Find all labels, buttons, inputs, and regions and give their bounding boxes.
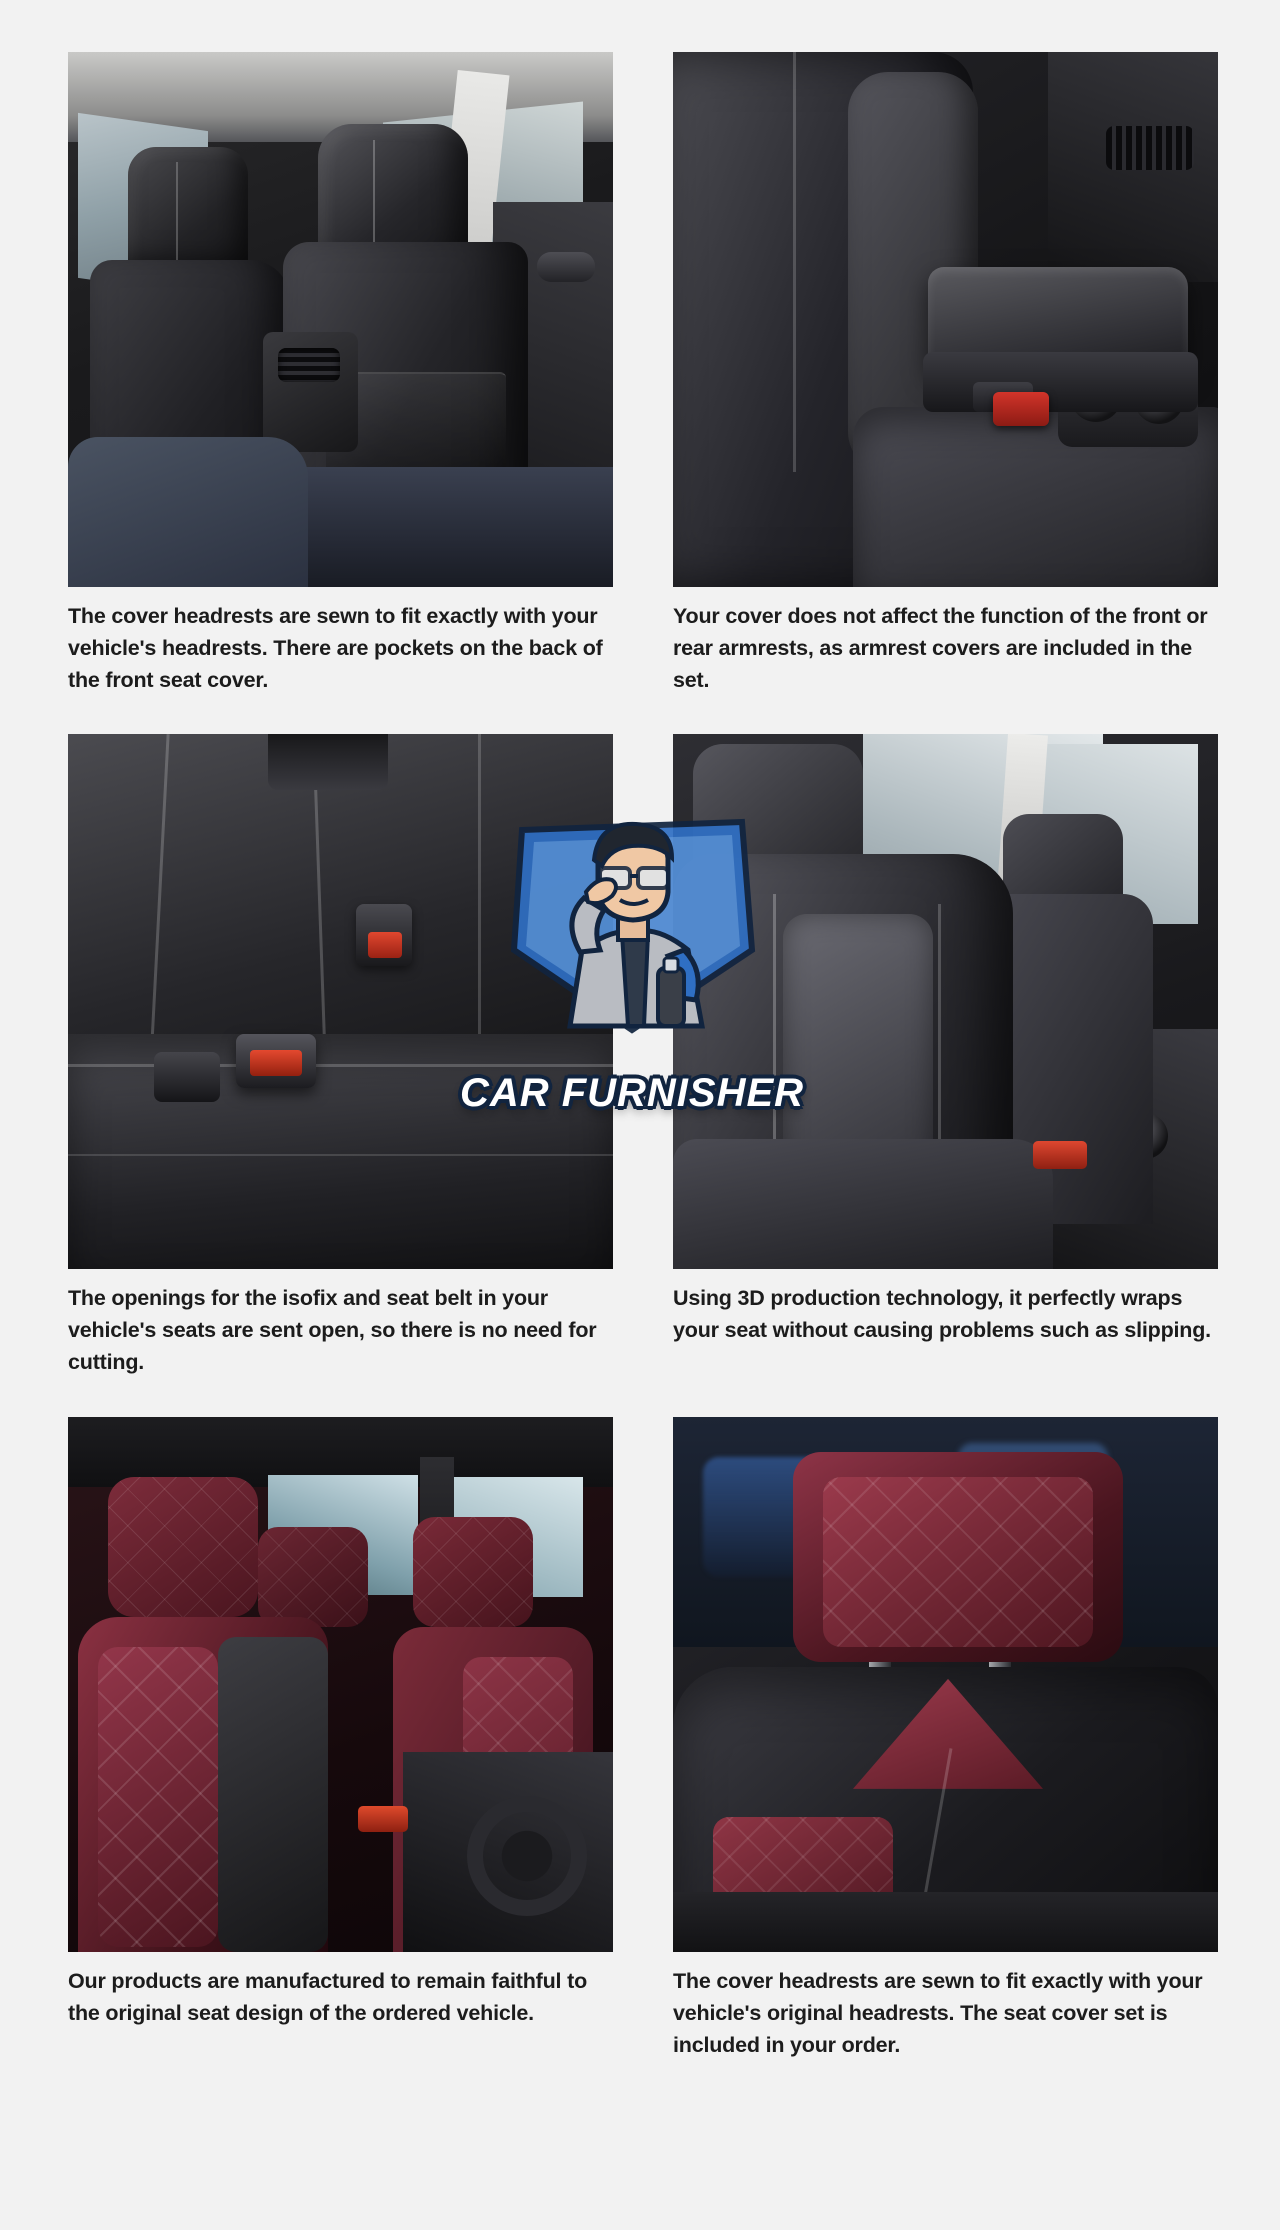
feature-card: [68, 52, 643, 696]
feature-image-headrest-set-included: [673, 1417, 1218, 1952]
feature-image-3d-production: [673, 734, 1218, 1269]
feature-card: [68, 734, 643, 1378]
feature-image-isofix-openings: [68, 734, 613, 1269]
watermark-brand-text: CAR FURNISHER: [459, 1071, 805, 1115]
feature-caption: Your cover does not affect the function of the front or rear armrests, as armrest covers are included in the set.: [673, 604, 1208, 692]
feature-grid: [68, 52, 1218, 2099]
feature-image-original-design: [68, 1417, 613, 1952]
feature-caption: The openings for the isofix and seat belt in your vehicle's seats are sent open, so there is no need for cutting.: [68, 1286, 597, 1375]
feature-card: [643, 734, 1218, 1378]
feature-caption: The cover headrests are sewn to fit exactly with your vehicle's headrests. There are pockets on the back of the front seat cover.: [68, 604, 603, 692]
feature-caption: Our products are manufactured to remain faithful to the original seat design of the ordered vehicle.: [68, 1968, 587, 2025]
feature-card: [68, 1417, 643, 2061]
feature-caption: Using 3D production technology, it perfectly wraps your seat without causing problems such as slipping.: [673, 1286, 1211, 1343]
feature-image-headrests-pockets: [68, 52, 613, 587]
feature-card: [643, 52, 1218, 696]
feature-caption: The cover headrests are sewn to fit exactly with your vehicle's original headrests. The seat cover set is included in your order.: [673, 1968, 1203, 2057]
feature-image-armrest-function: [673, 52, 1218, 587]
feature-card: [643, 1417, 1218, 2061]
